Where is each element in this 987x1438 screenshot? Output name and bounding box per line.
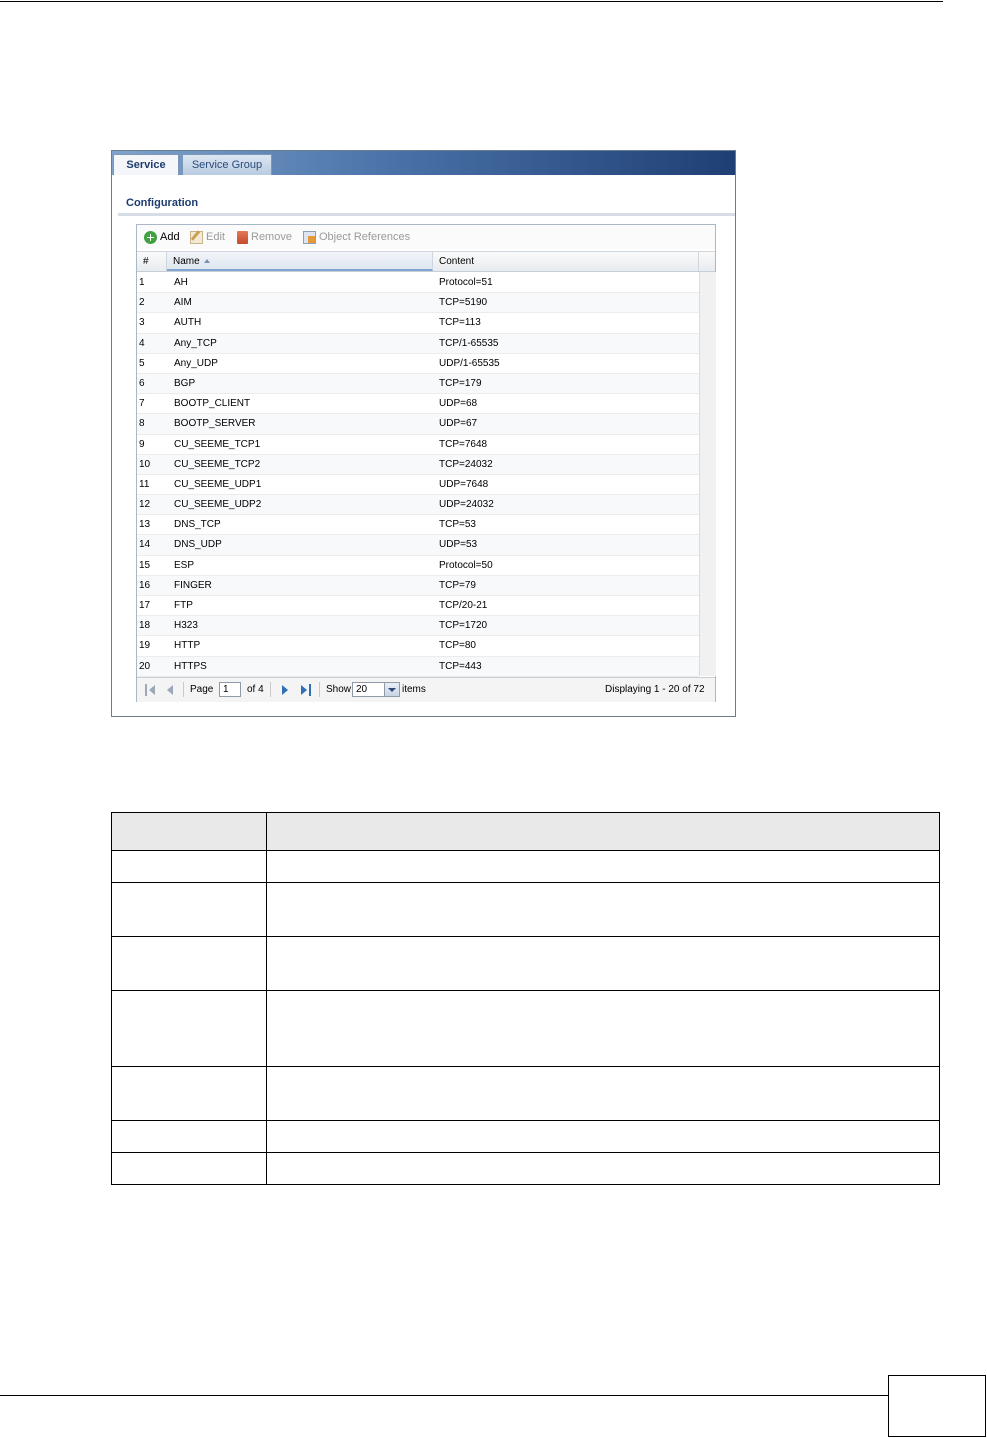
row-name: ESP — [174, 559, 195, 571]
row-number: 8 — [139, 418, 145, 430]
service-screen — [111, 150, 736, 717]
row-content: UDP/1-65535 — [439, 357, 500, 369]
last-page-icon[interactable] — [299, 684, 311, 696]
previous-page-icon[interactable] — [165, 684, 177, 696]
table-row[interactable] — [137, 495, 699, 515]
page-size-select[interactable] — [352, 682, 400, 697]
table-row[interactable] — [137, 354, 699, 374]
row-name: BOOTP_CLIENT — [174, 398, 251, 410]
table-row — [112, 883, 939, 937]
row-content: Protocol=50 — [439, 559, 493, 571]
row-name: HTTP — [174, 640, 201, 652]
table-row[interactable] — [137, 313, 699, 333]
page-label: Page — [190, 684, 214, 695]
footer-rule — [0, 1395, 888, 1396]
row-number: 17 — [139, 600, 151, 611]
row-name: AUTH — [174, 317, 202, 329]
add-button[interactable] — [144, 230, 180, 244]
column-header-content[interactable]: Content — [433, 252, 699, 271]
table-row[interactable] — [137, 293, 699, 313]
remove-button[interactable] — [237, 230, 292, 244]
pager-separator — [270, 682, 271, 697]
row-name: BOOTP_SERVER — [174, 418, 256, 430]
row-content: TCP=179 — [439, 377, 482, 389]
table-row[interactable] — [137, 556, 699, 576]
add-icon — [144, 231, 157, 244]
row-number: 13 — [139, 519, 151, 531]
object-references-icon — [303, 231, 316, 244]
pagination-bar — [137, 677, 715, 702]
row-number: 4 — [139, 337, 145, 349]
pager-separator — [319, 682, 320, 697]
next-page-icon[interactable] — [279, 684, 291, 696]
page-count-label: of 4 — [247, 684, 264, 695]
tab-bar — [112, 151, 735, 175]
vertical-scrollbar[interactable] — [699, 272, 716, 676]
grid-header — [137, 251, 715, 272]
row-number: 11 — [139, 478, 150, 490]
row-content: TCP/1-65535 — [439, 337, 499, 349]
table-row — [112, 1153, 939, 1184]
object-references-button[interactable] — [303, 230, 410, 244]
table-row[interactable] — [137, 414, 699, 434]
row-number: 19 — [139, 640, 151, 652]
row-number: 3 — [139, 317, 145, 329]
row-content: TCP=5190 — [439, 297, 488, 309]
first-page-icon[interactable] — [145, 684, 157, 696]
row-content: TCP/20-21 — [439, 600, 488, 611]
row-name: CU_SEEME_TCP1 — [174, 438, 261, 450]
page-number-box — [888, 1375, 986, 1437]
remove-label: Remove — [251, 231, 292, 243]
section-divider — [118, 213, 735, 216]
row-name: CU_SEEME_UDP1 — [174, 478, 262, 490]
table-row — [112, 991, 939, 1067]
grid-rows — [137, 273, 699, 677]
row-content: UDP=7648 — [439, 478, 489, 490]
row-name: H323 — [174, 620, 198, 632]
row-number: 18 — [139, 620, 151, 632]
trash-icon — [237, 231, 248, 244]
table-row[interactable] — [137, 657, 699, 677]
object-references-label: Object References — [319, 231, 411, 243]
header-rule — [0, 1, 943, 2]
row-number: 15 — [139, 559, 151, 571]
row-name: FINGER — [174, 579, 212, 591]
row-content: TCP=7648 — [439, 438, 488, 450]
table-row[interactable] — [137, 394, 699, 414]
edit-icon — [190, 231, 203, 244]
table-row — [112, 937, 939, 991]
tab-service[interactable]: Service — [113, 154, 179, 175]
row-number: 20 — [139, 660, 151, 672]
table-row[interactable] — [137, 616, 699, 636]
sort-ascending-icon — [204, 259, 210, 263]
table-row[interactable] — [137, 576, 699, 596]
page-size-value: 20 — [356, 684, 368, 695]
row-content: UDP=53 — [439, 539, 478, 551]
row-name: AIM — [174, 297, 192, 309]
chevron-down-icon — [384, 683, 399, 696]
row-name: Any_UDP — [174, 357, 218, 369]
field-description-table — [111, 812, 940, 1185]
row-name: AH — [174, 277, 188, 288]
row-name: CU_SEEME_TCP2 — [174, 458, 261, 470]
row-name: DNS_UDP — [174, 539, 222, 551]
row-number: 12 — [139, 499, 151, 511]
column-header-name-label: Name — [173, 256, 200, 267]
table-row[interactable] — [137, 515, 699, 535]
row-name: BGP — [174, 377, 196, 389]
row-number: 5 — [139, 357, 145, 369]
row-number: 2 — [139, 297, 145, 309]
row-content: TCP=80 — [439, 640, 476, 652]
row-name: HTTPS — [174, 660, 207, 672]
row-number: 7 — [139, 398, 145, 410]
row-content: Protocol=51 — [439, 277, 493, 288]
table-row — [112, 851, 939, 883]
tab-service-group[interactable]: Service Group — [182, 154, 272, 175]
items-label: items — [402, 684, 426, 695]
section-title: Configuration — [126, 197, 199, 209]
service-grid — [136, 224, 716, 702]
table-row — [112, 1121, 939, 1153]
table-row[interactable] — [137, 273, 699, 293]
row-number: 1 — [139, 277, 145, 288]
table-row[interactable] — [137, 596, 699, 616]
table-row[interactable] — [137, 535, 699, 555]
row-name: Any_TCP — [174, 337, 217, 349]
row-content: TCP=443 — [439, 660, 482, 672]
row-name: FTP — [174, 600, 193, 611]
row-number: 16 — [139, 579, 151, 591]
row-content: UDP=68 — [439, 398, 478, 410]
row-name: DNS_TCP — [174, 519, 221, 531]
toolbar — [137, 225, 715, 249]
table-header-row — [112, 813, 939, 851]
table-row[interactable] — [137, 475, 699, 495]
row-content: TCP=24032 — [439, 458, 493, 470]
row-number: 14 — [139, 539, 151, 551]
row-content: TCP=79 — [439, 579, 476, 591]
row-content: UDP=67 — [439, 418, 478, 430]
table-row[interactable] — [137, 334, 699, 354]
table-row — [112, 1067, 939, 1121]
page-number-input[interactable]: 1 — [219, 682, 241, 697]
add-label: Add — [160, 231, 180, 243]
edit-button[interactable] — [190, 230, 225, 244]
column-header-number[interactable]: # — [137, 252, 167, 271]
row-number: 6 — [139, 377, 145, 389]
column-header-name[interactable] — [167, 252, 433, 271]
displaying-status: Displaying 1 - 20 of 72 — [605, 684, 705, 695]
row-name: CU_SEEME_UDP2 — [174, 499, 262, 511]
row-number: 10 — [139, 458, 151, 470]
row-content: TCP=53 — [439, 519, 476, 531]
table-column-divider — [266, 813, 267, 1184]
table-row[interactable] — [137, 435, 699, 455]
show-label: Show — [326, 684, 352, 695]
row-content: TCP=1720 — [439, 620, 488, 632]
row-content: TCP=113 — [439, 317, 481, 329]
pager-separator — [183, 682, 184, 697]
table-row[interactable] — [137, 455, 699, 475]
table-row[interactable] — [137, 374, 699, 394]
table-row[interactable] — [137, 636, 699, 656]
row-content: UDP=24032 — [439, 499, 494, 511]
edit-label: Edit — [206, 231, 225, 243]
row-number: 9 — [139, 438, 145, 450]
